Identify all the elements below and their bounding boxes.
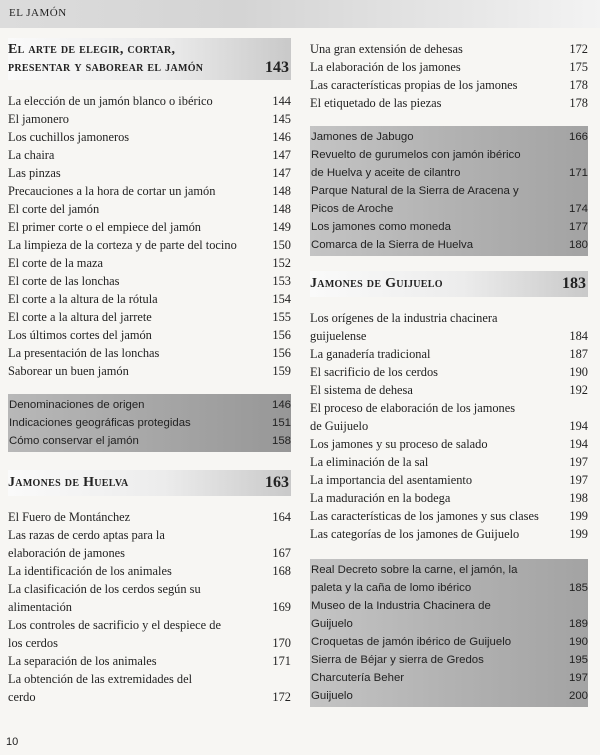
toc-entry: [8, 670, 291, 688]
toc-entry-page: 167: [272, 546, 291, 560]
section-page: 143: [265, 59, 289, 76]
toc-entry-page: 146: [272, 130, 291, 144]
toc-entry-title: Revuelto de gurumelos con jamón ibérico: [311, 149, 521, 161]
toc-entry-page: 158: [271, 435, 291, 447]
toc-list-arte: [8, 92, 291, 380]
toc-entry: [310, 381, 588, 399]
section-header-guijuelo: [310, 271, 588, 297]
toc-entry-title: Las categorías de los jamones de Guijuelo: [310, 527, 520, 541]
toc-list-huelva-cont: [310, 40, 588, 112]
toc-entry-page: 192: [569, 383, 588, 397]
toc-entry-page: 197: [569, 455, 588, 469]
toc-entry: [8, 562, 291, 580]
toc-entry-title: La importancia del asentamiento: [310, 473, 473, 487]
toc-entry-title: El proceso de elaboración de los jamones: [310, 401, 516, 415]
toc-entry: [8, 432, 291, 450]
toc-entry: [8, 218, 291, 236]
toc-entry-page: 198: [569, 491, 588, 505]
toc-entry: [8, 616, 291, 634]
toc-entry: [310, 309, 588, 327]
toc-entry-title: La ganadería tradicional: [310, 347, 431, 361]
toc-entry: [310, 507, 588, 525]
toc-entry-page: 184: [569, 329, 588, 343]
section-page: 163: [265, 474, 289, 491]
toc-entry-page: 150: [272, 238, 291, 252]
toc-entry-page: 180: [568, 239, 588, 251]
toc-entry-page: 189: [568, 618, 588, 630]
toc-entry-title: El corte a la altura del jarrete: [8, 310, 152, 324]
toc-entry-page: 178: [569, 96, 588, 110]
toc-entry-page: 174: [568, 203, 588, 215]
toc-entry-title: Las características de los jamones y sus clases: [310, 509, 539, 523]
toc-entry-page: 168: [272, 564, 291, 578]
toc-entry-title: Sierra de Béjar y sierra de Gredos: [311, 654, 484, 666]
toc-entry-title: Las características propias de los jamones: [310, 78, 518, 92]
toc-entry-page: 155: [272, 310, 291, 324]
toc-entry: [8, 290, 291, 308]
toc-entry-title: La elaboración de los jamones: [310, 60, 461, 74]
toc-entry-title: Las razas de cerdo aptas para la: [8, 528, 165, 542]
section-header-arte: [8, 38, 291, 80]
toc-entry: [310, 471, 588, 489]
toc-entry-title: La chaira: [8, 148, 55, 162]
toc-entry: [310, 76, 588, 94]
toc-entry: [310, 633, 588, 651]
toc-entry: [310, 597, 588, 615]
section-title-line2: presentar y saborear el jamón: [8, 60, 204, 75]
toc-entry-page: 169: [272, 600, 291, 614]
toc-entry: [8, 254, 291, 272]
toc-entry: [310, 218, 588, 236]
toc-entry: [8, 326, 291, 344]
toc-entry-page: 153: [272, 274, 291, 288]
toc-entry-title: Jamones de Jabugo: [311, 131, 414, 143]
toc-entry-page: 199: [569, 509, 588, 523]
toc-entry: [310, 200, 588, 218]
toc-entry-page: 159: [272, 364, 291, 378]
toc-entry-title: Los cuchillos jamoneros: [8, 130, 130, 144]
toc-entry-title: La eliminación de la sal: [310, 455, 429, 469]
toc-entry-title: El corte del jamón: [8, 202, 100, 216]
toc-entry-title: Saborear un buen jamón: [8, 364, 129, 378]
toc-entry-title: Los controles de sacrificio y el despiece de: [8, 618, 221, 632]
toc-entry: [310, 40, 588, 58]
toc-entry: [310, 453, 588, 471]
toc-entry-page: 156: [272, 328, 291, 342]
toc-entry-title: los cerdos: [8, 636, 58, 650]
toc-entry-title: La separación de los animales: [8, 654, 157, 668]
toc-entry-page: 190: [569, 365, 588, 379]
toc-entry-page: 194: [569, 419, 588, 433]
toc-entry: [310, 687, 588, 705]
section-title: Jamones de Huelva: [8, 475, 129, 490]
toc-entry-title: Los orígenes de la industria chacinera: [310, 311, 498, 325]
toc-entry: [8, 146, 291, 164]
toc-entry-title: Los últimos cortes del jamón: [8, 328, 152, 342]
toc-entry-title: El Fuero de Montánchez: [8, 510, 131, 524]
toc-entry: [310, 164, 588, 182]
page-number: 10: [6, 736, 19, 748]
toc-entry-title: Real Decreto sobre la carne, el jamón, la: [311, 564, 518, 576]
toc-entry-title: La obtención de las extremidades del: [8, 672, 193, 686]
toc-entry: [8, 128, 291, 146]
toc-entry-page: 197: [569, 473, 588, 487]
toc-entry-page: 146: [271, 399, 291, 411]
toc-entry: [310, 579, 588, 597]
toc-entry-title: La presentación de las lonchas: [8, 346, 160, 360]
toc-entry-title: de Guijuelo: [310, 419, 369, 433]
toc-entry-page: 195: [568, 654, 588, 666]
toc-entry-page: 145: [272, 112, 291, 126]
toc-entry-title: El sistema de dehesa: [310, 383, 413, 397]
toc-entry-title: El sacrificio de los cerdos: [310, 365, 438, 379]
sidebar-box-jabugo: [310, 126, 588, 256]
toc-entry-page: 148: [272, 202, 291, 216]
right-column: [310, 40, 588, 707]
toc-entry-title: La clasificación de los cerdos según su: [8, 582, 201, 596]
toc-entry-title: de Huelva y aceite de cilantro: [311, 167, 461, 179]
toc-entry-title: Museo de la Industria Chacinera de: [311, 600, 491, 612]
toc-entry-page: 171: [272, 654, 291, 668]
toc-entry-page: 171: [568, 167, 588, 179]
toc-entry: [8, 508, 291, 526]
toc-entry: [8, 344, 291, 362]
toc-entry-title: Indicaciones geográficas protegidas: [9, 417, 191, 429]
toc-entry: [310, 435, 588, 453]
toc-entry-page: 197: [568, 672, 588, 684]
toc-entry-title: Guijuelo: [311, 618, 353, 630]
toc-entry-title: Los jamones y su proceso de salado: [310, 437, 488, 451]
toc-entry: [310, 651, 588, 669]
toc-entry: [310, 417, 588, 435]
toc-entry-page: 151: [271, 417, 291, 429]
toc-entry: [310, 327, 588, 345]
toc-entry: [310, 236, 588, 254]
toc-entry: [8, 92, 291, 110]
toc-entry-title: Croquetas de jamón ibérico de Guijuelo: [311, 636, 512, 648]
toc-entry-title: El primer corte o el empiece del jamón: [8, 220, 202, 234]
toc-entry-title: elaboración de jamones: [8, 546, 125, 560]
left-column: [8, 38, 291, 706]
toc-entry-title: Los jamones como moneda: [311, 221, 451, 233]
toc-list-huelva: [8, 508, 291, 706]
toc-entry-title: alimentación: [8, 600, 72, 614]
toc-entry: [310, 669, 588, 687]
toc-entry-title: Precauciones a la hora de cortar un jamón: [8, 184, 216, 198]
toc-entry: [8, 200, 291, 218]
toc-entry-title: Guijuelo: [311, 690, 353, 702]
toc-entry-title: Denominaciones de origen: [9, 399, 145, 411]
toc-entry: [310, 489, 588, 507]
toc-entry: [8, 164, 291, 182]
toc-entry: [8, 634, 291, 652]
toc-entry-title: La maduración en la bodega: [310, 491, 451, 505]
section-page: 183: [562, 275, 586, 292]
toc-entry-title: El corte a la altura de la rótula: [8, 292, 158, 306]
toc-entry: [8, 414, 291, 432]
toc-entry-page: 170: [272, 636, 291, 650]
toc-entry-title: cerdo: [8, 690, 36, 704]
toc-entry: [8, 236, 291, 254]
toc-entry: [8, 396, 291, 414]
toc-entry-title: Parque Natural de la Sierra de Aracena y: [311, 185, 519, 197]
toc-entry: [8, 544, 291, 562]
toc-entry-page: 190: [568, 636, 588, 648]
toc-entry-page: 149: [272, 220, 291, 234]
toc-entry-title: El corte de la maza: [8, 256, 103, 270]
toc-entry-page: 177: [568, 221, 588, 233]
toc-entry: [310, 146, 588, 164]
toc-entry-page: 147: [272, 148, 291, 162]
toc-entry-title: El etiquetado de las piezas: [310, 96, 442, 110]
toc-entry: [310, 525, 588, 543]
toc-entry-page: 199: [569, 527, 588, 541]
sidebar-box-denominaciones: [8, 394, 291, 452]
toc-entry-page: 187: [569, 347, 588, 361]
toc-entry-page: 172: [272, 690, 291, 704]
section-header-huelva: [8, 470, 291, 496]
toc-entry: [8, 580, 291, 598]
toc-entry-page: 166: [568, 131, 588, 143]
toc-entry-page: 185: [568, 582, 588, 594]
toc-entry: [8, 526, 291, 544]
toc-entry: [310, 94, 588, 112]
toc-entry: [310, 128, 588, 146]
section-title: Jamones de Guijuelo: [310, 276, 443, 291]
toc-entry-title: Las pinzas: [8, 166, 61, 180]
toc-entry: [310, 399, 588, 417]
toc-entry-title: Charcutería Beher: [311, 672, 405, 684]
toc-entry: [8, 272, 291, 290]
section-title-line1: El arte de elegir, cortar,: [8, 42, 176, 57]
toc-entry-title: Picos de Aroche: [311, 203, 394, 215]
toc-entry-title: Comarca de la Sierra de Huelva: [311, 239, 474, 251]
toc-entry: [8, 308, 291, 326]
toc-entry-title: Una gran extensión de dehesas: [310, 42, 463, 56]
toc-entry: [310, 182, 588, 200]
toc-entry-page: 148: [272, 184, 291, 198]
toc-entry-page: 147: [272, 166, 291, 180]
toc-entry: [310, 561, 588, 579]
toc-entry-page: 144: [272, 94, 291, 108]
toc-entry-page: 178: [569, 78, 588, 92]
toc-entry-page: 172: [569, 42, 588, 56]
toc-entry-title: La limpieza de la corteza y de parte del tocino: [8, 238, 237, 252]
running-head: EL JAMÓN: [9, 7, 67, 19]
toc-list-guijuelo: [310, 309, 588, 543]
toc-entry-title: guijuelense: [310, 329, 367, 343]
toc-entry: [8, 598, 291, 616]
toc-entry: [310, 615, 588, 633]
toc-entry-title: El corte de las lonchas: [8, 274, 120, 288]
toc-entry: [310, 363, 588, 381]
toc-entry-page: 154: [272, 292, 291, 306]
toc-entry: [8, 688, 291, 706]
toc-entry: [310, 345, 588, 363]
sidebar-box-real-decreto: [310, 559, 588, 707]
toc-entry-title: paleta y la caña de lomo ibérico: [311, 582, 472, 594]
toc-entry-page: 164: [272, 510, 291, 524]
toc-entry: [8, 110, 291, 128]
toc-entry-title: La identificación de los animales: [8, 564, 172, 578]
toc-entry-page: 175: [569, 60, 588, 74]
toc-entry-page: 152: [272, 256, 291, 270]
toc-entry-title: El jamonero: [8, 112, 69, 126]
running-head-bar: [0, 0, 600, 28]
toc-entry-title: Cómo conservar el jamón: [9, 435, 139, 447]
toc-entry-title: La elección de un jamón blanco o ibérico: [8, 94, 213, 108]
toc-entry: [8, 362, 291, 380]
toc-entry-page: 194: [569, 437, 588, 451]
toc-entry: [8, 182, 291, 200]
toc-entry: [310, 58, 588, 76]
toc-entry-page: 200: [568, 690, 588, 702]
toc-entry-page: 156: [272, 346, 291, 360]
toc-entry: [8, 652, 291, 670]
